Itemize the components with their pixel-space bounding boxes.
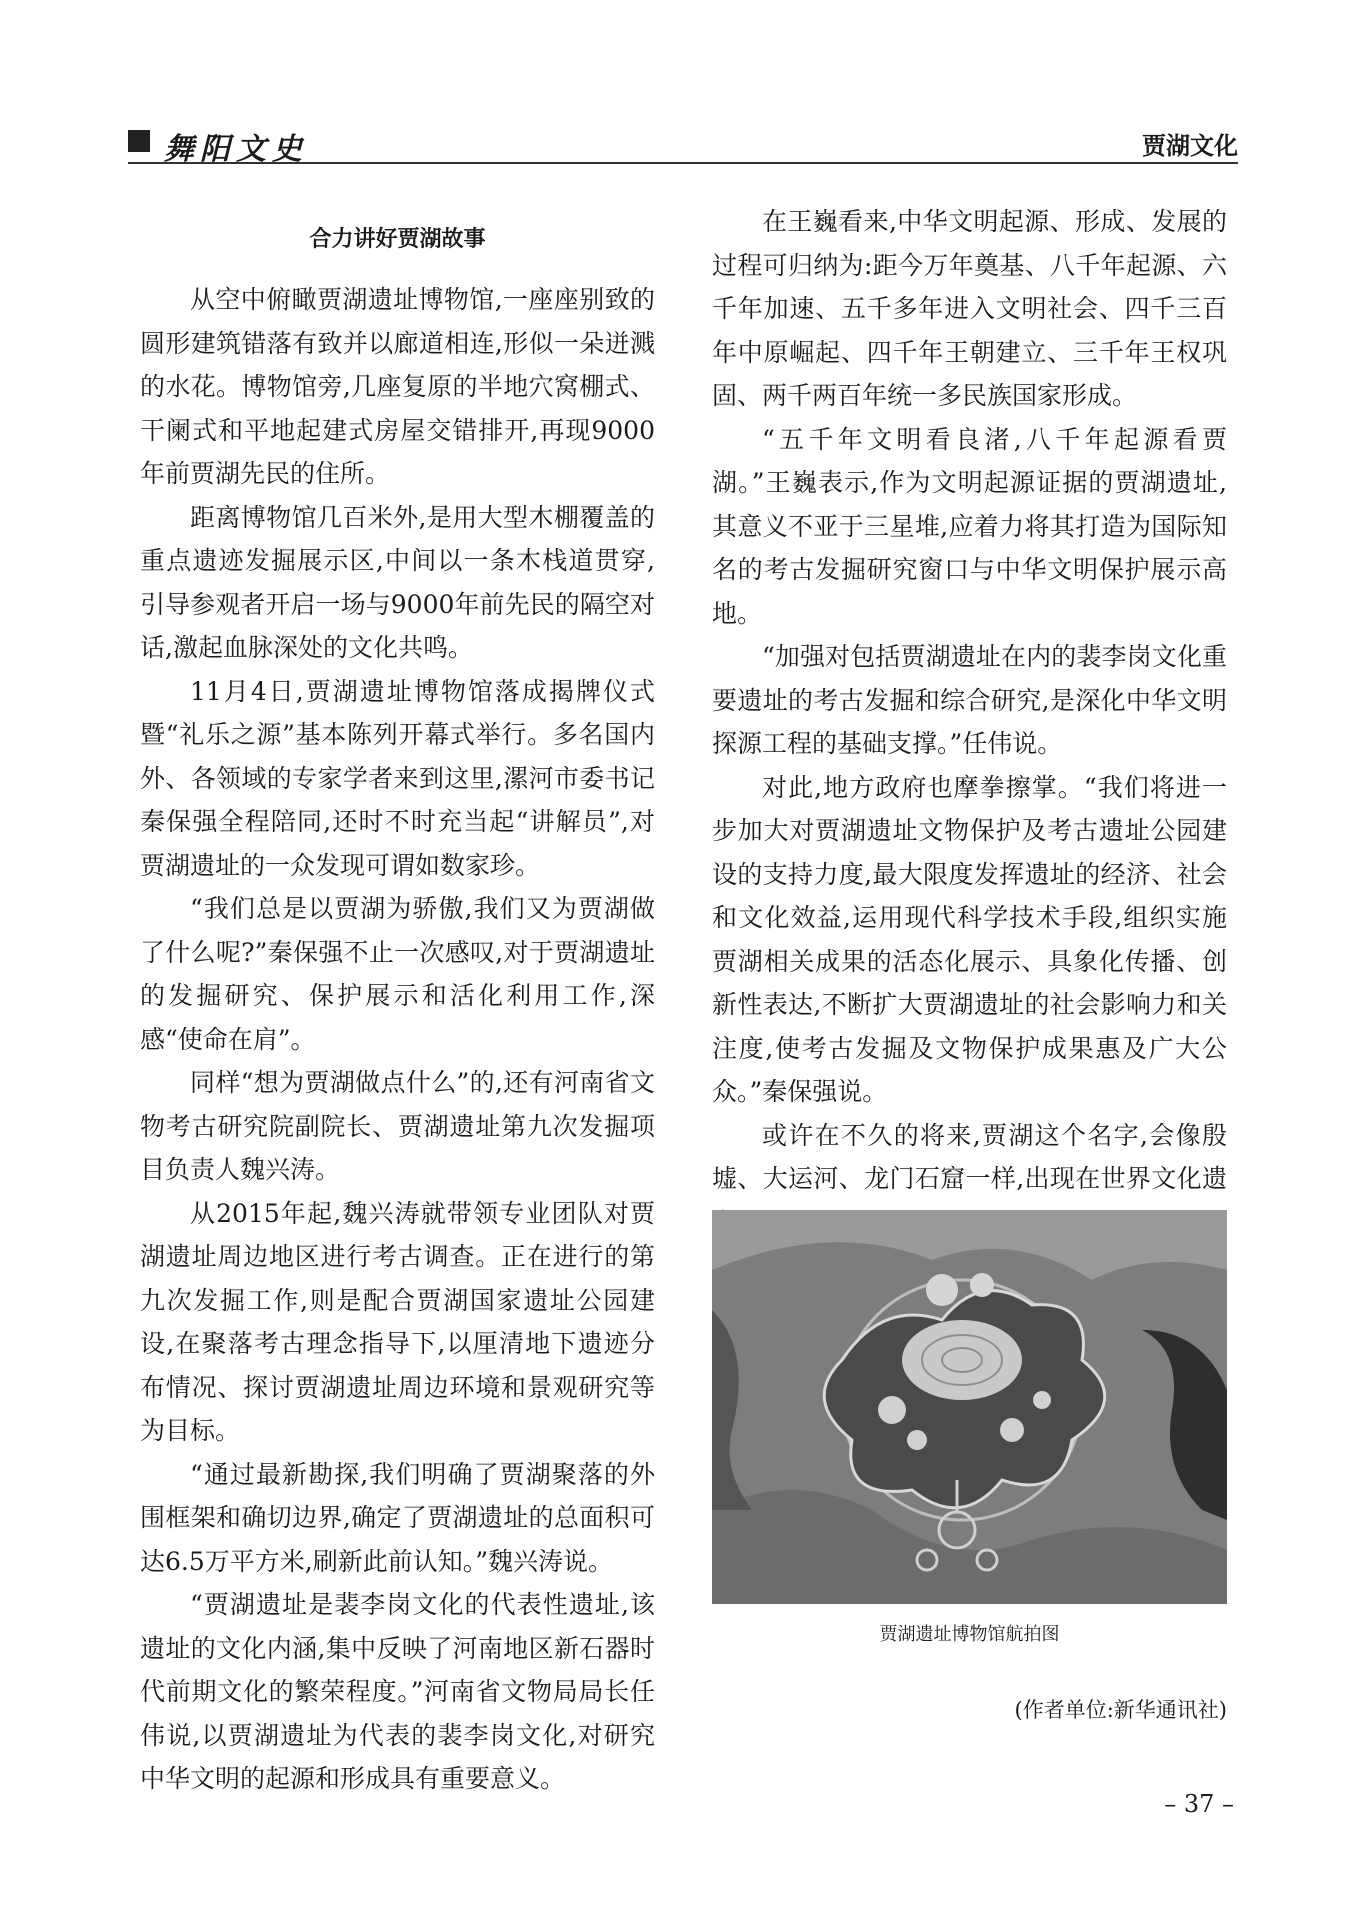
page-header	[128, 126, 1238, 167]
paragraph: “贾湖遗址是裴李岗文化的代表性遗址,该遗址的文化内涵,集中反映了河南地区新石器时代前期文化的繁荣程度。”河南省文物局局长任伟说,以贾湖遗址为代表的裴李岗文化,对研究中华文明的起源和形成具有重要意义。	[140, 1590, 655, 1793]
paragraph: 在王巍看来,中华文明起源、形成、发展的过程可归纳为:距今万年奠基、八千年起源、六千年加速、五千多年进入文明社会、四千三百年中原崛起、四千年王朝建立、三千年王权巩固、两千两百年统一多民族国家形成。	[712, 207, 1227, 410]
right-column	[712, 200, 1227, 1288]
header-square-mark	[128, 130, 150, 152]
paragraph: 同样“想为贾湖做点什么”的,还有河南省文物考古研究院副院长、贾湖遗址第九次发掘项目负责人魏兴涛。	[140, 1068, 655, 1184]
paragraph: 从空中俯瞰贾湖遗址博物馆,一座座别致的圆形建筑错落有致并以廊道相连,形似一朵迸溅的水花。博物馆旁,几座复原的半地穴窝棚式、干阑式和平地起建式房屋交错排开,再现9000年前贾湖先民的住所。	[140, 285, 655, 488]
journal-name: 舞阳文史	[164, 132, 308, 167]
page-number: – 37 –	[1164, 1790, 1234, 1818]
left-column	[140, 200, 655, 1801]
paragraph: “通过最新勘探,我们明确了贾湖聚落的外围框架和确切边界,确定了贾湖遗址的总面积可达6.5万平方米,刷新此前认知。”魏兴涛说。	[140, 1459, 655, 1576]
aerial-photo	[712, 1210, 1227, 1604]
photo-caption: 贾湖遗址博物馆航拍图	[879, 1624, 1060, 1645]
aerial-photo-illustration	[712, 1210, 1227, 1604]
paragraph: “我们总是以贾湖为骄傲,我们又为贾湖做了什么呢?”秦保强不止一次感叹,对于贾湖遗址的发掘研究、保护展示和活化利用工作,深感“使命在肩”。	[140, 894, 655, 1054]
paragraph: “加强对包括贾湖遗址在内的裴李岗文化重要遗址的考古发掘和综合研究,是深化中华文明探源工程的基础支撑。”任伟说。	[712, 642, 1227, 758]
paragraph: 从2015年起,魏兴涛就带领专业团队对贾湖遗址周边地区进行考古调查。正在进行的第九次发掘工作,则是配合贾湖国家遗址公园建设,在聚落考古理念指导下,以厘清地下遗迹分布情况、探讨贾湖遗址周边环境和景观研究等为目标。	[140, 1198, 655, 1445]
author-byline: (作者单位:新华通讯社)	[1014, 1698, 1227, 1722]
paragraph: 11月4日,贾湖遗址博物馆落成揭牌仪式暨“礼乐之源”基本陈列开幕式举行。多名国内外、各领域的专家学者来到这里,漯河市委书记秦保强全程陪同,还时不时充当起“讲解员”,对贾湖遗址的一众发现可谓如数家珍。	[140, 676, 655, 880]
article-title: 合力讲好贾湖故事	[309, 227, 486, 252]
paragraph: 对此,地方政府也摩拳擦掌。“我们将进一步加大对贾湖遗址文物保护及考古遗址公园建设的支持力度,最大限度发挥遗址的经济、社会和文化效益,运用现代科学技术手段,组织实施贾湖相关成果的活态化展示、具象化传播、创新性表达,不断扩大贾湖遗址的社会影响力和关注度,使考古发掘及文物保护成果惠及广大公众。”秦保强说。	[712, 772, 1227, 1106]
header-rule	[128, 162, 1238, 164]
section-name: 贾湖文化	[1142, 132, 1238, 160]
paragraph: “五千年文明看良渚,八千年起源看贾湖。”王巍表示,作为文明起源证据的贾湖遗址,其意义不亚于三星堆,应着力将其打造为国际知名的考古发掘研究窗口与中华文明保护展示高地。	[712, 424, 1227, 628]
paragraph: 或许在不久的将来,贾湖这个名字,会像殷墟、大运河、龙门石窟一样,出现在世界文化遗	[712, 1120, 1227, 1193]
paragraph: 距离博物馆几百米外,是用大型木棚覆盖的重点遗迹发掘展示区,中间以一条木栈道贯穿,引导参观者开启一场与9000年前先民的隔空对话,激起血脉深处的文化共鸣。	[140, 502, 655, 662]
